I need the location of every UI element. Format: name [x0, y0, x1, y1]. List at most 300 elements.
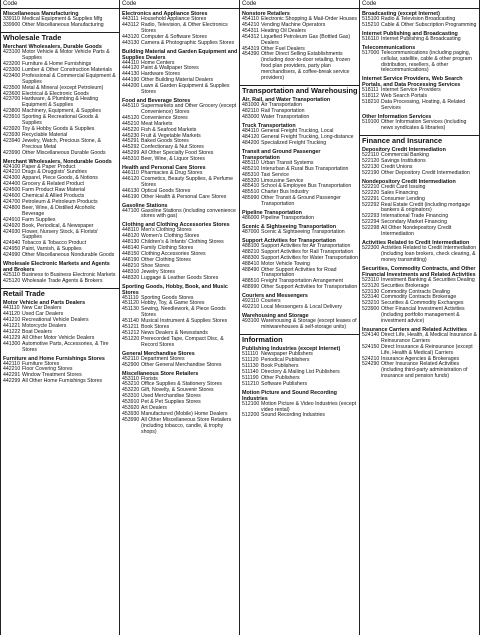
entry-code: 485990 — [242, 195, 260, 202]
entry-code: 453990 — [122, 416, 140, 423]
entry-code: 485320 — [242, 177, 260, 184]
entry-code: 452900 — [122, 361, 140, 368]
subsector-heading: Gasoline Stations — [122, 202, 168, 209]
entry-description: Prerecorded Tape, Compact Disc, & Record Stores — [141, 335, 224, 348]
code-entry — [362, 226, 478, 238]
entry-code: 517000 — [362, 49, 380, 56]
entry-code: 445120 — [122, 114, 140, 121]
entry-description: Other Miscellaneous Nondurable Goods — [22, 252, 115, 259]
entry-code: 441300 — [3, 340, 21, 347]
code-entry — [3, 139, 118, 151]
subsector-heading: Warehousing and Storage — [242, 312, 309, 319]
entry-code: 523110 — [362, 276, 379, 283]
subsector-heading: Scenic & Sightseeing Transportation — [242, 223, 337, 230]
entry-code: 522120 — [362, 158, 380, 165]
entry-code: 453210 — [122, 381, 140, 388]
entry-code: 448310 — [122, 268, 140, 275]
entry-code: 424400 — [3, 181, 21, 188]
entry-description: Children's & Infants' Clothing Stores — [141, 239, 224, 246]
entry-description: Musical Instrument & Supplies Stores — [141, 318, 228, 325]
entry-code: 523900 — [362, 306, 380, 313]
entry-description: Furniture Stores — [22, 360, 60, 367]
entry-description: Department Stores — [141, 355, 185, 362]
code-entry — [122, 84, 238, 96]
code-entry — [362, 333, 478, 345]
entry-description: Insurance Agencies & Brokerages — [381, 355, 460, 362]
subsector-heading: Activities Related to Credit Intermediation — [362, 239, 470, 246]
entry-description: Women's Clothing Stores — [141, 233, 200, 240]
entry-code: 524290 — [362, 361, 380, 368]
code-entry — [122, 276, 238, 282]
subsector-heading: Pipeline Transportation — [242, 210, 302, 217]
entry-code: 493100 — [242, 317, 260, 324]
entry-code: 482110 — [242, 108, 259, 115]
entry-description: General Freight Trucking, Local — [261, 128, 334, 135]
entry-code: 448130 — [122, 239, 140, 246]
subsector-heading: Securities, Commodity Contracts, and Other Financial Investments and Related Activities — [362, 265, 476, 278]
entry-code: 445210 — [122, 120, 140, 127]
entry-code: 492210 — [242, 304, 260, 311]
entry-code: 515100 — [362, 16, 380, 22]
code-column-4 — [360, 0, 480, 635]
code-entry — [242, 382, 358, 388]
code-entry — [3, 379, 118, 385]
code-entry — [362, 51, 478, 75]
entry-code: 445299 — [122, 150, 140, 157]
entry-description: Radio & Television Broadcasting — [381, 16, 456, 22]
entry-code: 488490 — [242, 266, 260, 273]
entry-description: Web Search Portals — [381, 93, 428, 100]
entry-description: Sporting & Recreational Goods & Supplies — [22, 114, 99, 127]
code-entry — [122, 337, 238, 349]
code-entry — [362, 362, 478, 380]
entry-description: Chemical & Allied Products — [22, 193, 85, 200]
entry-code: 453930 — [122, 410, 140, 417]
entry-code: 445292 — [122, 144, 140, 151]
entry-code: 485210 — [242, 165, 260, 172]
entry-description: Commercial Banking — [381, 152, 429, 159]
entry-description: Petroleum & Petroleum Products — [22, 198, 98, 205]
subsector-heading: Broadcasting (except Internet) — [362, 11, 440, 17]
entry-description: Shoe Stores — [141, 262, 170, 269]
subsector-heading: Truck Transportation — [242, 123, 296, 130]
entry-description: Commodity Contracts Brokerage — [381, 294, 457, 301]
subsector-heading: Publishing Industries (except Internet) — [242, 346, 341, 353]
code-entry — [242, 216, 358, 222]
entry-description: Business to Business Electronic Markets — [22, 272, 116, 279]
entry-code: 451110 — [122, 294, 139, 301]
entry-description: Paint & Wallpaper Stores — [141, 65, 199, 72]
code-entry — [122, 157, 238, 163]
entry-code: 442291 — [3, 372, 21, 379]
entry-code: 488990 — [242, 284, 260, 291]
code-entry — [242, 141, 358, 147]
entry-description: Floor Covering Stores — [22, 366, 73, 373]
entry-code: 447100 — [122, 207, 140, 214]
code-column-1 — [0, 0, 120, 635]
code-entry — [362, 23, 478, 29]
entry-code: 424800 — [3, 204, 21, 211]
entry-description: Other Miscellaneous Durable Goods — [22, 149, 106, 156]
entry-code: 442210 — [3, 366, 21, 373]
entry-description: Computer & Software Stores — [141, 33, 208, 40]
sector-heading: Information — [240, 334, 359, 344]
entry-code: 483000 — [242, 114, 260, 121]
entry-description: Liquefied Petroleum Gas (Bottled Gas) Dealers — [261, 33, 351, 46]
entry-description: Office Supplies & Stationery Stores — [141, 381, 222, 388]
code-entry — [242, 196, 358, 208]
entry-code: 424910 — [3, 216, 21, 223]
subsector-heading: Air, Rail, and Water Transportation — [242, 97, 331, 104]
entry-code: 446130 — [122, 187, 140, 194]
entry-description: Data Processing, Hosting, & Related Services — [381, 99, 466, 112]
entry-code: 453920 — [122, 405, 140, 412]
subsector-heading: Health and Personal Care Stores — [122, 165, 206, 172]
entry-code: 445110 — [122, 102, 139, 109]
entry-code: 423300 — [3, 66, 21, 73]
entry-description: Other Publishers — [261, 374, 300, 381]
sector-heading: Finance and Insurance — [360, 135, 479, 145]
entry-description: Other General Merchandise Stores — [141, 361, 222, 368]
entry-description: Vending Machine Operators — [261, 21, 326, 28]
entry-code: 443130 — [122, 39, 140, 46]
entry-description: Boat Dealers — [22, 328, 52, 335]
entry-description: Other Depository Credit Intermediation — [381, 169, 470, 176]
entry-description: Secondary Market Financing — [381, 219, 448, 226]
entry-description: Toy & Hobby Goods & Supplies — [22, 126, 95, 132]
code-entry — [3, 206, 118, 218]
entry-code: 446110 — [122, 170, 139, 177]
entry-code: 511110 — [242, 351, 259, 358]
entry-code: 445291 — [122, 138, 140, 145]
entry-code: 523140 — [362, 294, 380, 301]
entry-code: 444190 — [122, 77, 140, 84]
entry-description: Credit Card Issuing — [381, 183, 426, 190]
entry-code: 448150 — [122, 251, 140, 257]
entry-code: 512100 — [242, 400, 260, 407]
entry-code: 523210 — [362, 300, 380, 307]
entry-code: 522130 — [362, 164, 380, 170]
entry-description: Fish & Seafood Markets — [141, 126, 197, 133]
entry-description: Motion Picture & Video Industries (except video rental) — [261, 400, 357, 413]
entry-code: 444120 — [122, 65, 140, 72]
entry-description: Machinery, Equipment, & Supplies — [22, 108, 101, 115]
code-entry — [3, 151, 118, 157]
entry-description: Newspaper Publishers — [261, 351, 313, 358]
entry-code: 424300 — [3, 175, 21, 182]
entry-description: Jewelry, Watch, Precious Stone, & Precious Metal — [22, 137, 101, 150]
entry-description: Baked Goods Stores — [141, 138, 189, 145]
entry-code: 511120 — [242, 357, 259, 364]
code-entry — [242, 52, 358, 82]
subsector-heading: Nondepository Credit Intermediation — [362, 178, 456, 185]
entry-description: Paint, Varnish, & Supplies — [22, 246, 82, 253]
entry-code: 522210 — [362, 183, 380, 190]
subsector-heading: Merchant Wholesalers, Durable Goods — [3, 44, 102, 51]
entry-description: All Other Miscellaneous Store Retailers (including tobacco, candle, & trophy shops) — [141, 416, 232, 435]
subsector-heading: General Merchandise Stores — [122, 350, 195, 357]
entry-code: 448140 — [122, 245, 140, 252]
entry-code: 451212 — [122, 329, 140, 336]
entry-description: International Trade Financing — [381, 213, 449, 220]
entry-code: 441110 — [3, 305, 20, 312]
entry-code: 488210 — [242, 248, 260, 255]
code-entry — [122, 41, 238, 47]
entry-description: Manufactured (Mobile) Home Dealers — [141, 410, 228, 417]
entry-code: 454110 — [242, 16, 259, 22]
entry-description: Securities Brokerage — [381, 282, 430, 289]
entry-code: 481000 — [242, 102, 260, 109]
entry-description: Professional & Commercial Equipment & Supplies — [22, 72, 116, 85]
entry-code: 423700 — [3, 96, 21, 103]
entry-description: Pipeline Transportation — [261, 215, 315, 222]
entry-description: All Other Specialty Food Stores — [141, 150, 214, 157]
entry-code: 511210 — [242, 380, 259, 387]
entry-code: 451220 — [122, 335, 140, 342]
entry-code: 423940 — [3, 137, 21, 144]
code-column-3 — [240, 0, 360, 635]
entry-description: Farm Supplies — [22, 216, 56, 223]
column-header: Code — [120, 0, 239, 9]
entry-description: Supermarkets and Other Grocery (except Convenience) Stores — [141, 102, 237, 115]
subsector-heading: Building Material and Garden Equipment and Supplies Dealers — [122, 48, 238, 61]
entry-description: Other Fuel Dealers — [261, 45, 305, 52]
entry-code: 448190 — [122, 256, 140, 263]
entry-description: Gasoline Stations (including convenience stores with gas) — [141, 207, 236, 220]
subsector-heading: Electronics and Appliance Stores — [122, 11, 208, 17]
entry-description: Window Treatment Stores — [22, 372, 82, 379]
entry-description: Other Insurance Related Activities (including third-party administration of insurance and pension funds) — [381, 361, 468, 380]
code-column-2 — [120, 0, 240, 635]
entry-description: Sound Recording Industries — [261, 412, 326, 419]
entry-description: All Other Motor Vehicle Dealers — [22, 334, 95, 341]
entry-description: Warehousing & Storage (except leases of miniwarehouses & self-storage units) — [261, 317, 357, 330]
entry-description: Confectionary & Nut Stores — [141, 144, 204, 151]
subsector-heading: Depository Credit Intermediation — [362, 147, 446, 154]
entry-description: Flower, Nursery Stock, & Florists' Supplies — [22, 228, 99, 241]
entry-description: Electrical & Electronic Goods — [22, 90, 89, 97]
entry-description: Activities Related to Credit Intermediation (including loan brokers, check clearing, & money transmitting) — [381, 244, 477, 263]
entry-code: 454312 — [242, 33, 260, 40]
entry-description: Camera & Photographic Supplies Stores — [141, 39, 235, 46]
entry-code: 339900 — [3, 21, 21, 28]
entry-description: Securities & Commodity Exchanges — [381, 300, 464, 307]
entry-code: 424100 — [3, 163, 21, 170]
entry-description: Wholesale Trade Agents & Brokers — [22, 277, 103, 284]
entry-description: Other Health & Personal Care Stores — [141, 193, 227, 200]
entry-code: 452110 — [122, 355, 139, 362]
entry-code: 485310 — [242, 171, 260, 178]
entry-description: Farm Product Raw Material — [22, 187, 86, 194]
entry-description: Air Transportation — [261, 102, 302, 109]
entry-description: Charter Bus Industry — [261, 189, 309, 196]
entry-description: Fruit & Vegetable Markets — [141, 132, 201, 139]
subsector-heading: Telecommunications — [362, 44, 416, 51]
entry-description: New Car Dealers — [22, 305, 62, 312]
entry-description: Other Support Activities for Transportation — [261, 284, 358, 291]
entry-description: Local Messengers & Local Delivery — [261, 304, 343, 311]
entry-description: Hardware, & Plumbing & Heating Equipment & Supplies — [22, 96, 99, 109]
entry-description: Home Centers — [141, 59, 175, 66]
entry-code: 524150 — [362, 343, 380, 350]
entry-code: 444200 — [122, 83, 140, 90]
entry-description: Automotive Parts, Accessories, & Tire Stores — [22, 340, 109, 353]
subsector-heading: Internet Publishing and Broadcasting — [362, 30, 458, 37]
entry-description: Recyclable Material — [22, 131, 68, 138]
entry-code: 423200 — [3, 61, 21, 68]
entry-description: Book, Periodical, & Newspaper — [22, 222, 94, 229]
entry-code: 522300 — [362, 244, 380, 251]
entry-description: Other Financial Investment Activities (including portfolio management & investment advice) — [381, 306, 465, 325]
code-entry — [362, 37, 478, 43]
subsector-heading: Transit and Ground Passenger Transportation — [242, 148, 321, 161]
entry-code: 442299 — [3, 378, 21, 385]
entry-code: 424210 — [3, 169, 21, 176]
entry-description: Lawn & Garden Equipment & Supplies Stores — [141, 83, 230, 96]
column-header: Code — [1, 0, 119, 9]
entry-code: 441221 — [3, 322, 21, 329]
entry-code: 441229 — [3, 334, 21, 341]
entry-description: Medical Equipment & Supplies Mfg — [22, 16, 103, 22]
code-entry — [242, 305, 358, 311]
entry-code: 522110 — [362, 152, 379, 159]
entry-code: 518210 — [362, 99, 380, 106]
entry-description: Convenience Stores — [141, 114, 188, 121]
entry-code: 512200 — [242, 412, 260, 419]
code-entry — [242, 115, 358, 121]
entry-code: 453310 — [122, 393, 140, 400]
entry-description: Freight Transportation Arrangement — [261, 278, 343, 285]
code-entry — [3, 253, 118, 259]
entry-description: Family Clothing Stores — [141, 245, 194, 252]
entry-code: 423500 — [3, 84, 21, 91]
subsector-heading: Nonstore Retailers — [242, 11, 290, 17]
entry-code: 453910 — [122, 399, 140, 406]
entry-code: 424950 — [3, 246, 21, 253]
code-entry — [242, 35, 358, 47]
entry-description: Motorcycle Dealers — [22, 322, 67, 329]
code-entry — [3, 74, 118, 86]
entry-code: 484120 — [242, 134, 260, 140]
code-entry — [362, 345, 478, 357]
entry-description: Used Merchandise Stores — [141, 393, 201, 400]
code-entry — [242, 319, 358, 331]
subsector-heading: Support Activities for Transportation — [242, 237, 336, 244]
entry-description: Real Estate Credit (including mortgage bankers & originators) — [381, 201, 471, 214]
code-entry — [242, 413, 358, 419]
sector-heading: Wholesale Trade — [1, 32, 119, 42]
code-entry — [122, 195, 238, 201]
entry-code: 446120 — [122, 175, 140, 182]
entry-description: Commodity Contracts Dealing — [381, 288, 450, 295]
sector-heading: Transportation and Warehousing — [242, 85, 358, 95]
entry-code: 441120 — [3, 311, 20, 318]
entry-code: 423600 — [3, 90, 21, 97]
subsector-heading: Clothing and Clothing Accessories Stores — [122, 222, 230, 229]
entry-code: 524210 — [362, 355, 380, 362]
entry-code: 453110 — [122, 375, 139, 382]
entry-code: 522293 — [362, 213, 380, 220]
entry-code: 524140 — [362, 331, 380, 338]
entry-code: 448120 — [122, 233, 140, 240]
entry-code: 451120 — [122, 300, 139, 307]
entry-description: Furniture & Home Furnishings — [22, 61, 92, 68]
entry-description: Internet Publishing & Broadcasting — [381, 35, 461, 42]
entry-description: School & Employee Bus Transportation — [261, 183, 352, 190]
entry-description: Radio, Television, & Other Electronics Stores — [141, 21, 228, 34]
entry-description: Pet & Pet Supplies Stores — [141, 399, 201, 406]
entry-code: 519100 — [362, 118, 380, 125]
code-entry — [362, 246, 478, 264]
entry-description: Interurban & Rural Bus Transportation — [261, 165, 349, 172]
entry-code: 448320 — [122, 274, 140, 281]
subsector-heading: Wholesale Electronic Markets and Agents and Brokers — [3, 261, 110, 274]
entry-code: 451140 — [122, 318, 139, 325]
entry-description: Book Publishers — [261, 362, 299, 369]
entry-code: 425110 — [3, 272, 20, 279]
entry-description: Sales Financing — [381, 189, 418, 196]
entry-code: 446190 — [122, 193, 140, 200]
entry-code: 443120 — [122, 33, 140, 40]
entry-code: 424940 — [3, 240, 21, 247]
entry-code: 522298 — [362, 225, 380, 232]
entry-code: 444110 — [122, 59, 139, 66]
entry-code: 424600 — [3, 193, 21, 200]
entry-code: 454319 — [242, 45, 260, 52]
entry-description: All Other Nondepository Credit Intermediation — [381, 225, 452, 238]
entry-description: Telecommunications (including paging, cellular, satellite, cable & other program distribution, resellers, & other telecommunications) — [381, 49, 472, 74]
subsector-heading: Miscellaneous Manufacturing — [3, 11, 79, 17]
entry-code: 424930 — [3, 228, 21, 235]
entry-description: Lumber & Other Construction Materials — [22, 66, 112, 73]
entry-description: Support Activities for Air Transportation — [261, 242, 351, 249]
subsector-heading: Miscellaneous Store Retailers — [122, 370, 199, 377]
subsector-heading: Other Information Services — [362, 113, 432, 120]
entry-code: 523120 — [362, 282, 380, 289]
entry-description: Paper & Paper Product — [22, 163, 76, 170]
entry-description: Meat Markets — [141, 120, 173, 127]
entry-code: 423920 — [3, 126, 21, 132]
entry-code: 522294 — [362, 219, 380, 226]
entry-description: Book Stores — [141, 324, 170, 331]
entry-description: Electronic Shopping & Mail-Order Houses — [261, 16, 358, 22]
entry-code: 423800 — [3, 108, 21, 115]
entry-description: Apparel, Piece Goods, & Notions — [22, 175, 98, 182]
entry-description: Motor Vehicle & Motor Vehicle Parts & Supplies — [22, 49, 110, 62]
entry-code: 518112 — [362, 93, 379, 100]
code-entry — [122, 209, 238, 221]
entry-code: 423100 — [3, 49, 21, 56]
entry-code: 339110 — [3, 16, 20, 22]
entry-description: Credit Unions — [381, 164, 413, 170]
entry-code: 424500 — [3, 187, 21, 194]
entry-description: Beer, Wine, & Liquor Stores — [141, 156, 206, 163]
entry-code: 522190 — [362, 169, 380, 176]
entry-code: 511190 — [242, 374, 259, 381]
entry-code: 445310 — [122, 156, 140, 163]
entry-description: Jewelry Stores — [141, 268, 176, 275]
entry-description: Luggage & Leather Goods Stores — [141, 274, 219, 281]
entry-code: 487000 — [242, 228, 260, 235]
code-entry — [122, 23, 238, 35]
entry-description: Savings Institutions — [381, 158, 426, 165]
entry-code: 485410 — [242, 183, 260, 190]
entry-description: Hobby, Toy, & Game Stores — [141, 300, 205, 307]
entry-code: 445220 — [122, 126, 140, 133]
entry-description: Other Transit & Ground Passenger Transportation — [261, 195, 341, 208]
entry-description: Optical Goods Stores — [141, 187, 191, 194]
entry-description: Cosmetics, Beauty Supplies, & Perfume Stores — [141, 175, 233, 188]
